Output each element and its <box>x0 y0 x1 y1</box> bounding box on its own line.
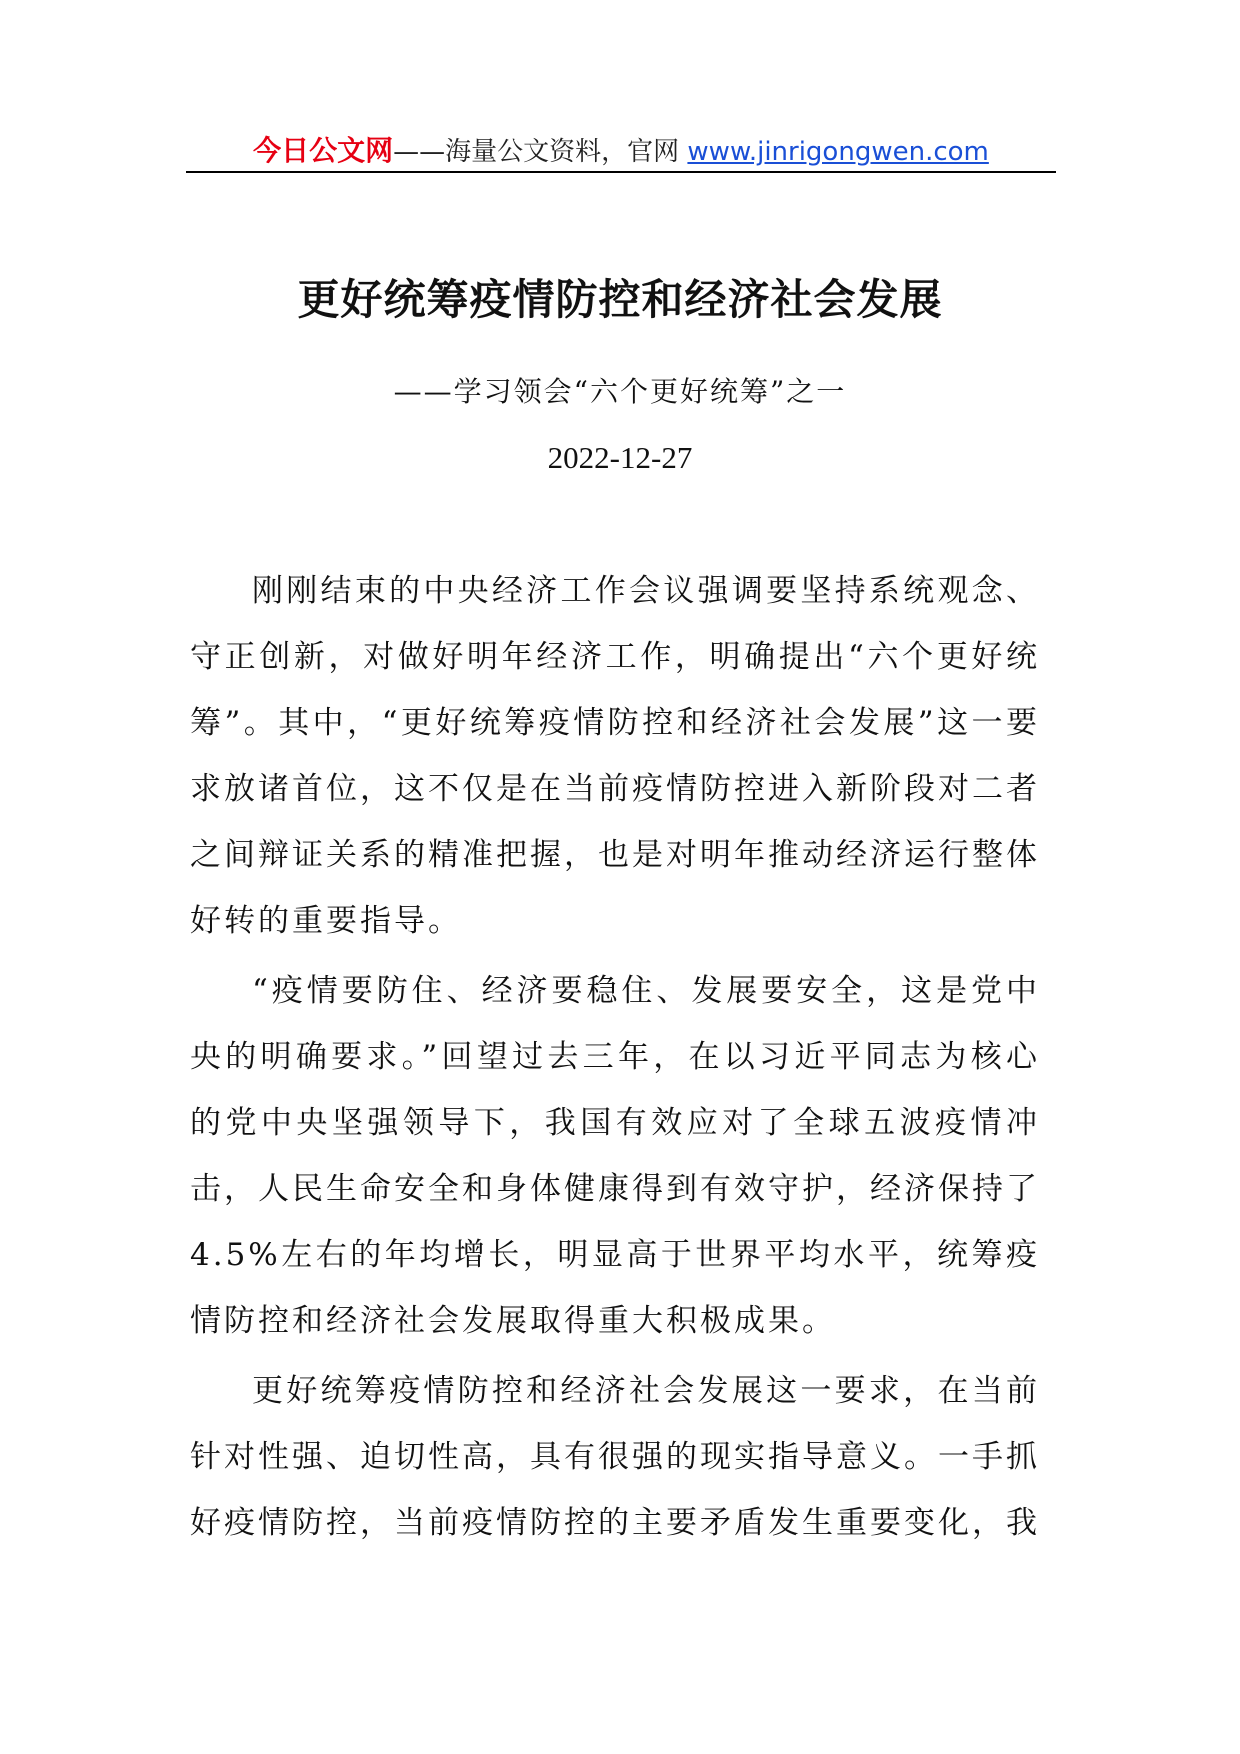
document-title: 更好统筹疫情防控和经济社会发展 <box>297 275 943 324</box>
document-date: 2022-12-27 <box>547 440 693 475</box>
site-tagline: ——海量公文资料，官网 <box>393 137 688 167</box>
body-paragraph: “疫情要防住、经济要稳住、发展要安全，这是党中央的明确要求。”回望过去三年，在以习近平同志为核心的党中央坚强领导下，我国有效应对了全球五波疫情冲击，人民生命安全和身体健康得到有效守护，经济保持了4.5%左右的年均增长，明显高于世界平均水平，统筹疫情防控和经济社会发展取得重大积极成果。 <box>190 973 1040 1339</box>
site-url-link[interactable]: www.jinrigongwen.com <box>687 137 989 167</box>
header-divider <box>186 171 1056 173</box>
site-brand[interactable]: 今日公文网 <box>253 134 394 167</box>
body-paragraph: 更好统筹疫情防控和经济社会发展这一要求，在当前针对性强、迫切性高，具有很强的现实指导意义。一手抓好疫情防控，当前疫情防控的主要矛盾发生重要变化，我 <box>190 1373 1040 1541</box>
body-paragraph: 刚刚结束的中央经济工作会议强调要坚持系统观念、守正创新，对做好明年经济工作，明确提出“六个更好统筹”。其中，“更好统筹疫情防控和经济社会发展”这一要求放诸首位，这不仅是在当前疫情防控进入新阶段对二者之间辩证关系的精准把握，也是对明年推动经济运行整体好转的重要指导。 <box>190 573 1040 939</box>
document-body <box>190 558 1040 1560</box>
site-header <box>186 128 1056 174</box>
document-subtitle: ——学习领会“六个更好统筹”之一 <box>393 375 847 408</box>
